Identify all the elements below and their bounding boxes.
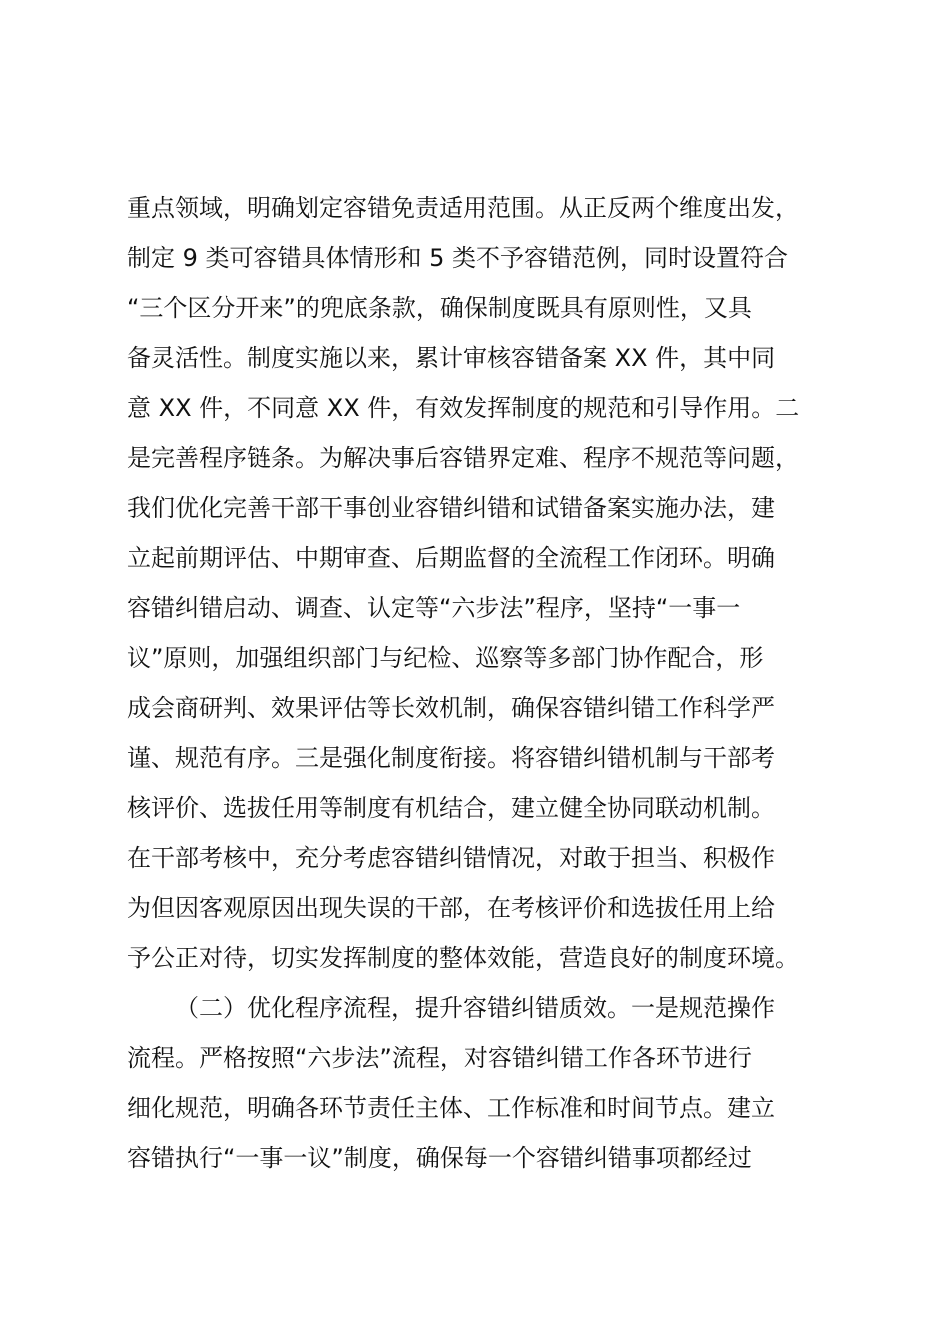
text-line: 容错执行“一事一议”制度，确保每一个容错纠错事项都经过 <box>127 1144 752 1172</box>
text-line: 立起前期评估、中期审查、后期监督的全流程工作闭环。明确 <box>127 544 775 572</box>
text-line: 谨、规范有序。三是强化制度衔接。将容错纠错机制与干部考 <box>127 744 775 772</box>
text-line: 议”原则，加强组织部门与纪检、巡察等多部门协作配合，形 <box>127 644 764 672</box>
text-line: 是完善程序链条。为解决事后容错界定难、程序不规范等问题， <box>127 444 799 472</box>
text-line: 我们优化完善干部干事创业容错纠错和试错备案实施办法，建 <box>127 494 775 522</box>
text-line: 制定 9 类可容错具体情形和 5 类不予容错范例，同时设置符合 <box>127 244 789 272</box>
text-line: 重点领域，明确划定容错免责适用范围。从正反两个维度出发， <box>127 194 799 222</box>
text-line: “三个区分开来”的兜底条款，确保制度既具有原则性，又具 <box>127 294 752 322</box>
text-line: 备灵活性。制度实施以来，累计审核容错备案 XX 件，其中同 <box>127 344 776 372</box>
text-line: 细化规范，明确各环节责任主体、工作标准和时间节点。建立 <box>127 1094 775 1122</box>
text-line: 为但因客观原因出现失误的干部，在考核评价和选拔任用上给 <box>127 894 775 922</box>
text-line: 意 XX 件，不同意 XX 件，有效发挥制度的规范和引导作用。二 <box>127 394 800 422</box>
text-line: 成会商研判、效果评估等长效机制，确保容错纠错工作科学严 <box>127 694 775 722</box>
paragraph-end-line: 予公正对待，切实发挥制度的整体效能，营造良好的制度环境。 <box>127 944 799 972</box>
text-line: 在干部考核中，充分考虑容错纠错情况，对敢于担当、积极作 <box>127 844 775 872</box>
section-heading-line: （二）优化程序流程，提升容错纠错质效。一是规范操作 <box>175 994 775 1022</box>
text-line: 流程。严格按照“六步法”流程，对容错纠错工作各环节进行 <box>127 1044 752 1072</box>
body-text <box>127 183 839 1183</box>
text-line: 核评价、选拔任用等制度有机结合，建立健全协同联动机制。 <box>127 794 775 822</box>
text-line: 容错纠错启动、调查、认定等“六步法”程序，坚持“一事一 <box>127 594 741 622</box>
